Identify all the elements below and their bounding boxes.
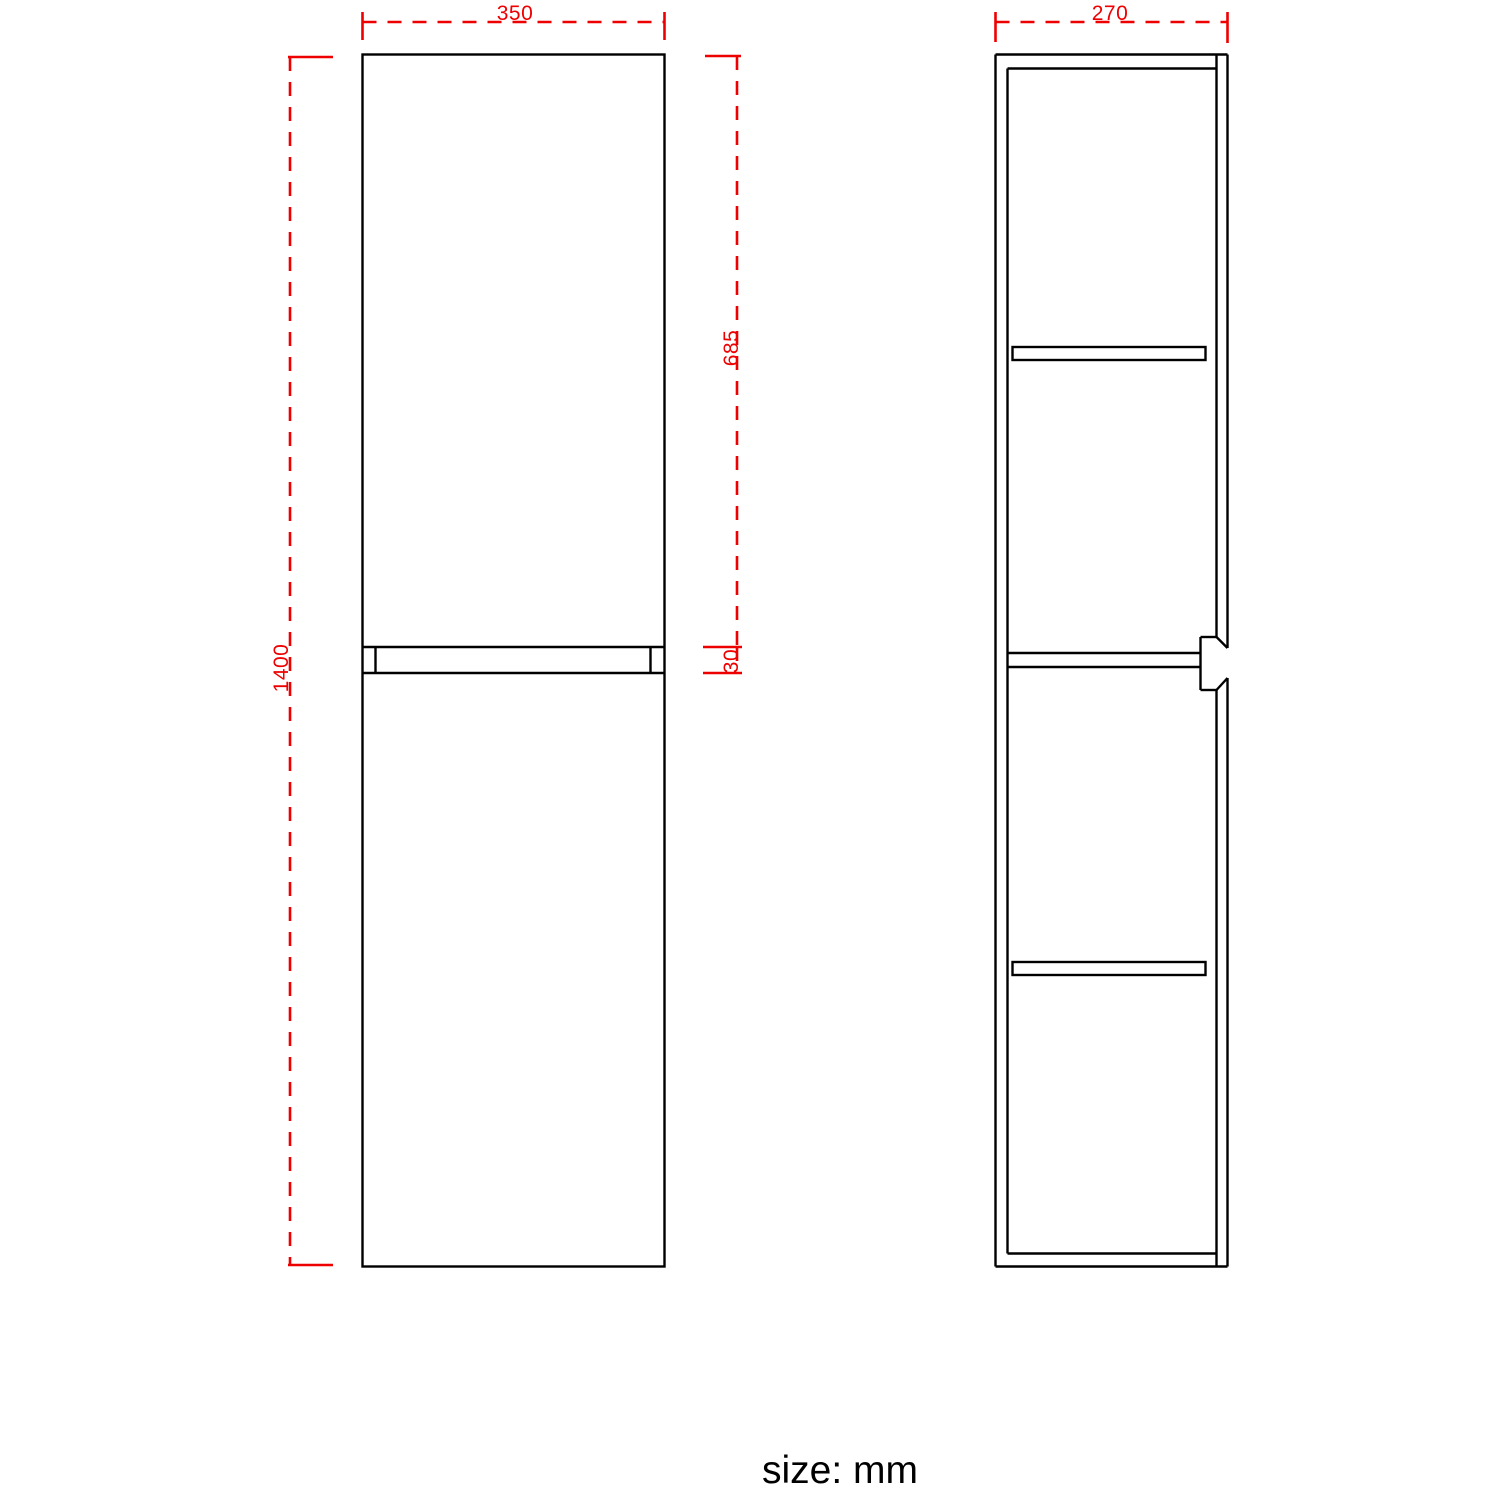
dim-350-label: 350 <box>496 2 534 25</box>
front-view <box>363 55 665 1267</box>
unit-caption: size: mm <box>762 1449 918 1492</box>
side-view <box>996 55 1228 1267</box>
side-upper-door-bevel <box>1217 637 1228 648</box>
front-view-outline <box>363 55 665 1267</box>
dim-685-label: 685 <box>720 329 743 367</box>
dim-270-label: 270 <box>1091 2 1129 25</box>
dim-30-label: 30 <box>720 648 743 674</box>
dimension-labels <box>270 2 1128 692</box>
side-shelf-lower <box>1013 962 1206 975</box>
dim-1400-label: 1400 <box>270 643 293 693</box>
side-lower-door-bevel <box>1217 678 1228 690</box>
dimension-lines <box>288 12 1228 1265</box>
side-shelf-upper <box>1013 347 1206 360</box>
